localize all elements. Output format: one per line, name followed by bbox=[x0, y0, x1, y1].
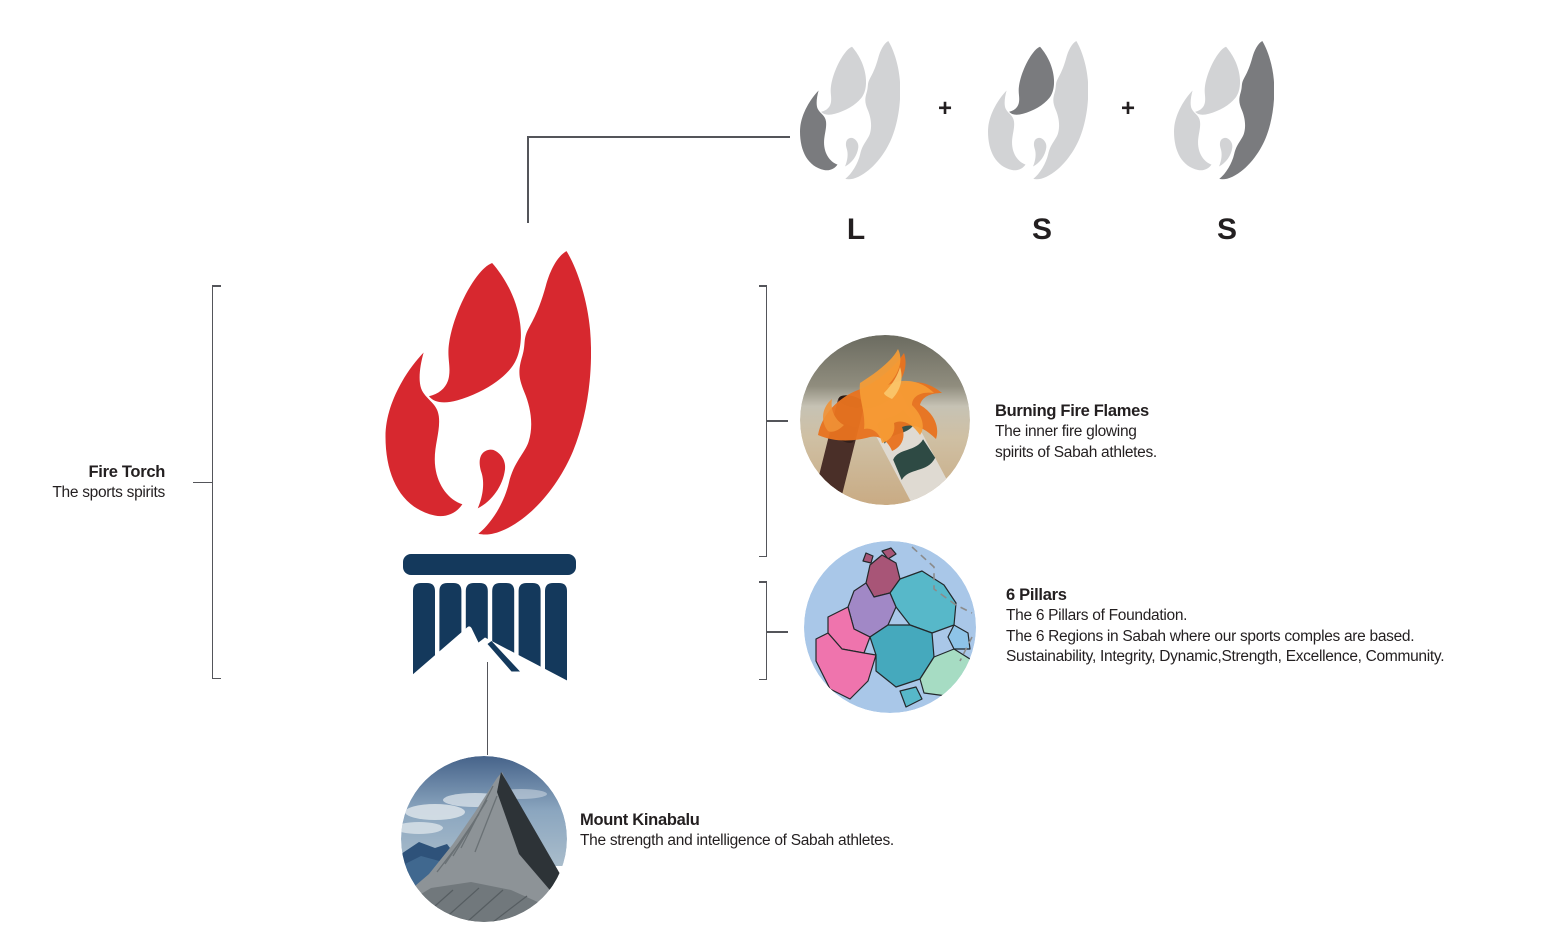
flame-variant-s1 bbox=[988, 39, 1088, 180]
bracket-firetorch-cap-top bbox=[212, 285, 221, 287]
six-pillars-line1: The 6 Pillars of Foundation. bbox=[1006, 607, 1188, 624]
burning-flames-label bbox=[995, 401, 1315, 463]
bracket-firetorch-cap-bottom bbox=[212, 678, 221, 680]
six-pillars-line3: Sustainability, Integrity, Dynamic,Strength, Excellence, Community. bbox=[1006, 648, 1445, 665]
bracket-pillars-cap-bottom bbox=[759, 679, 768, 681]
mount-kinabalu-title: Mount Kinabalu bbox=[580, 811, 700, 829]
fire-torch-label bbox=[20, 462, 165, 504]
bracket-flames-cap-top bbox=[759, 285, 768, 287]
mount-kinabalu-label bbox=[580, 810, 1000, 852]
construction-letter-l: L bbox=[846, 213, 866, 246]
bracket-flames-cap-bottom bbox=[759, 556, 768, 558]
construction-letter-s2: S bbox=[1216, 213, 1237, 246]
bracket-firetorch-tick bbox=[193, 482, 213, 484]
base-cap-bar bbox=[403, 554, 576, 575]
connector-top-vertical bbox=[527, 136, 529, 223]
six-pillars-label bbox=[1006, 585, 1526, 668]
connector-top-horizontal bbox=[527, 136, 790, 138]
bracket-flames-tick bbox=[766, 420, 788, 422]
torch-photo bbox=[800, 335, 970, 505]
burning-flames-title: Burning Fire Flames bbox=[995, 402, 1149, 420]
mount-kinabalu-photo bbox=[401, 756, 567, 922]
plus-sign: + bbox=[1120, 95, 1135, 122]
fire-torch-title: Fire Torch bbox=[88, 463, 165, 481]
logo-pillar-base bbox=[403, 554, 576, 690]
mount-kinabalu-line1: The strength and intelligence of Sabah athletes. bbox=[580, 832, 894, 849]
construction-letter-s1: S bbox=[1031, 213, 1052, 246]
fire-torch-subtitle: The sports spirits bbox=[52, 484, 165, 501]
bracket-pillars-tick bbox=[766, 631, 788, 633]
six-pillars-line2: The 6 Regions in Sabah where our sports comples are based. bbox=[1006, 627, 1415, 645]
connector-kinabalu-vertical bbox=[487, 662, 489, 755]
plus-sign: + bbox=[937, 95, 952, 122]
flame-variant-s2 bbox=[1174, 39, 1274, 180]
bracket-pillars-cap-top bbox=[759, 581, 768, 583]
sabah-map-photo bbox=[804, 541, 976, 713]
flame-variant-l bbox=[800, 39, 900, 180]
burning-flames-line1: The inner fire glowing bbox=[995, 423, 1137, 440]
burning-flames-line2: spirits of Sabah athletes. bbox=[995, 443, 1157, 461]
logo-flame-red bbox=[385, 248, 591, 535]
six-pillars-title: 6 Pillars bbox=[1006, 586, 1067, 604]
